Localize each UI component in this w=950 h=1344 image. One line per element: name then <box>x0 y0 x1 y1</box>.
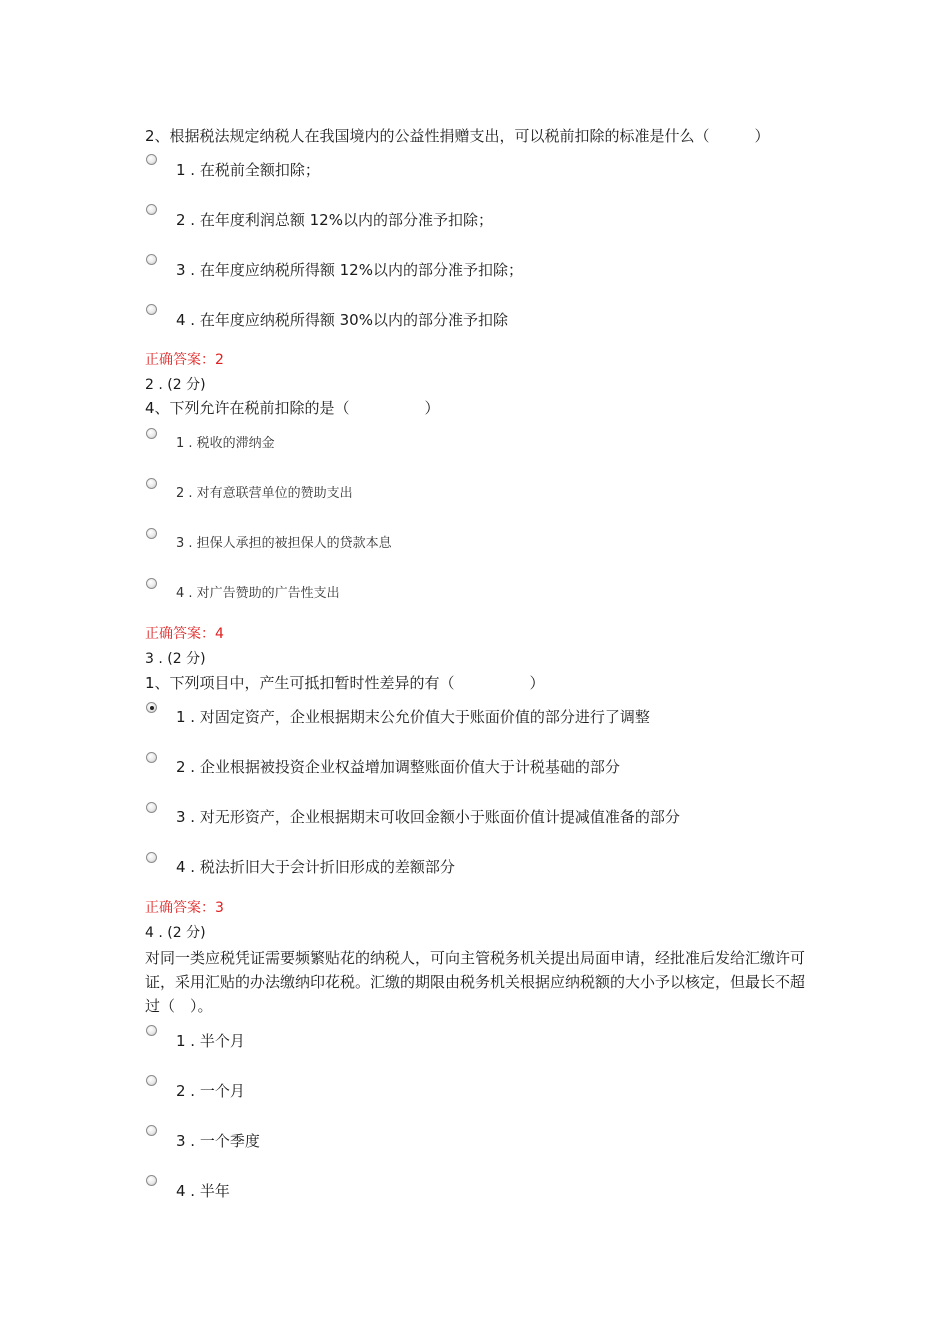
q1-correct-answer: 正确答案：2 <box>145 352 224 368</box>
q1-option-2-label[interactable]: 2 . 在年度利润总额 12%以内的部分准予扣除； <box>176 211 493 229</box>
q1-option-2-radio[interactable] <box>146 204 157 215</box>
question-4-text: 对同一类应税凭证需要频繁贴花的纳税人，可向主管税务机关提出局面申请，经批准后发给汇缴许可证，采用汇贴的办法缴纳印花税。汇缴的期限由税务机关根据应纳税额的大小予以核定，但最长不超过（ ）。 <box>145 949 806 1015</box>
q4-option-2-label[interactable]: 2 . 一个月 <box>176 1082 245 1100</box>
q3-option-4-label[interactable]: 4 . 税法折旧大于会计折旧形成的差额部分 <box>176 858 455 876</box>
q2-option-2-radio[interactable] <box>146 478 157 489</box>
q4-option-4-radio[interactable] <box>146 1175 157 1186</box>
q3-option-3-label[interactable]: 3 . 对无形资产，企业根据期末可收回金额小于账面价值计提减值准备的部分 <box>176 808 680 826</box>
q3-option-1-radio[interactable] <box>146 702 157 713</box>
q3-option-1-label[interactable]: 1 . 对固定资产，企业根据期末公允价值大于账面价值的部分进行了调整 <box>176 708 650 726</box>
q2-option-2-label[interactable]: 2 . 对有意联营单位的赞助支出 <box>176 486 353 501</box>
q3-option-3-radio[interactable] <box>146 802 157 813</box>
q4-option-1-radio[interactable] <box>146 1025 157 1036</box>
question-2-text: 4、下列允许在税前扣除的是（ ） <box>145 399 440 417</box>
q4-option-4-label[interactable]: 4 . 半年 <box>176 1182 230 1200</box>
q4-option-2-radio[interactable] <box>146 1075 157 1086</box>
q2-option-1-label[interactable]: 1 . 税收的滞纳金 <box>176 436 275 451</box>
q1-option-4-label[interactable]: 4 . 在年度应纳税所得额 30%以内的部分准予扣除 <box>176 311 508 329</box>
q3-option-2-radio[interactable] <box>146 752 157 763</box>
q3-correct-answer: 正确答案：3 <box>145 900 224 916</box>
question-3-number: 3 . (2 分) <box>145 651 206 667</box>
q1-option-3-radio[interactable] <box>146 254 157 265</box>
q2-option-3-radio[interactable] <box>146 528 157 539</box>
q3-option-2-label[interactable]: 2 . 企业根据被投资企业权益增加调整账面价值大于计税基础的部分 <box>176 758 620 776</box>
q1-option-3-label[interactable]: 3 . 在年度应纳税所得额 12%以内的部分准予扣除； <box>176 261 523 279</box>
question-2-number: 2 . (2 分) <box>145 377 206 393</box>
q1-option-1-label[interactable]: 1 . 在税前全额扣除； <box>176 161 320 179</box>
q1-option-1-radio[interactable] <box>146 154 157 165</box>
q2-correct-answer: 正确答案：4 <box>145 626 224 642</box>
q4-option-3-label[interactable]: 3 . 一个季度 <box>176 1132 260 1150</box>
q2-option-3-label[interactable]: 3 . 担保人承担的被担保人的贷款本息 <box>176 536 392 551</box>
q3-option-4-radio[interactable] <box>146 852 157 863</box>
q4-option-3-radio[interactable] <box>146 1125 157 1136</box>
q2-option-4-radio[interactable] <box>146 578 157 589</box>
q1-option-4-radio[interactable] <box>146 304 157 315</box>
question-3-text: 1、下列项目中，产生可抵扣暂时性差异的有（ ） <box>145 674 545 692</box>
question-4-number: 4 . (2 分) <box>145 925 206 941</box>
q2-option-4-label[interactable]: 4 . 对广告赞助的广告性支出 <box>176 586 340 601</box>
q2-option-1-radio[interactable] <box>146 428 157 439</box>
q4-option-1-label[interactable]: 1 . 半个月 <box>176 1032 245 1050</box>
question-1-text: 2、根据税法规定纳税人在我国境内的公益性捐赠支出，可以税前扣除的标准是什么（ ） <box>145 127 770 145</box>
